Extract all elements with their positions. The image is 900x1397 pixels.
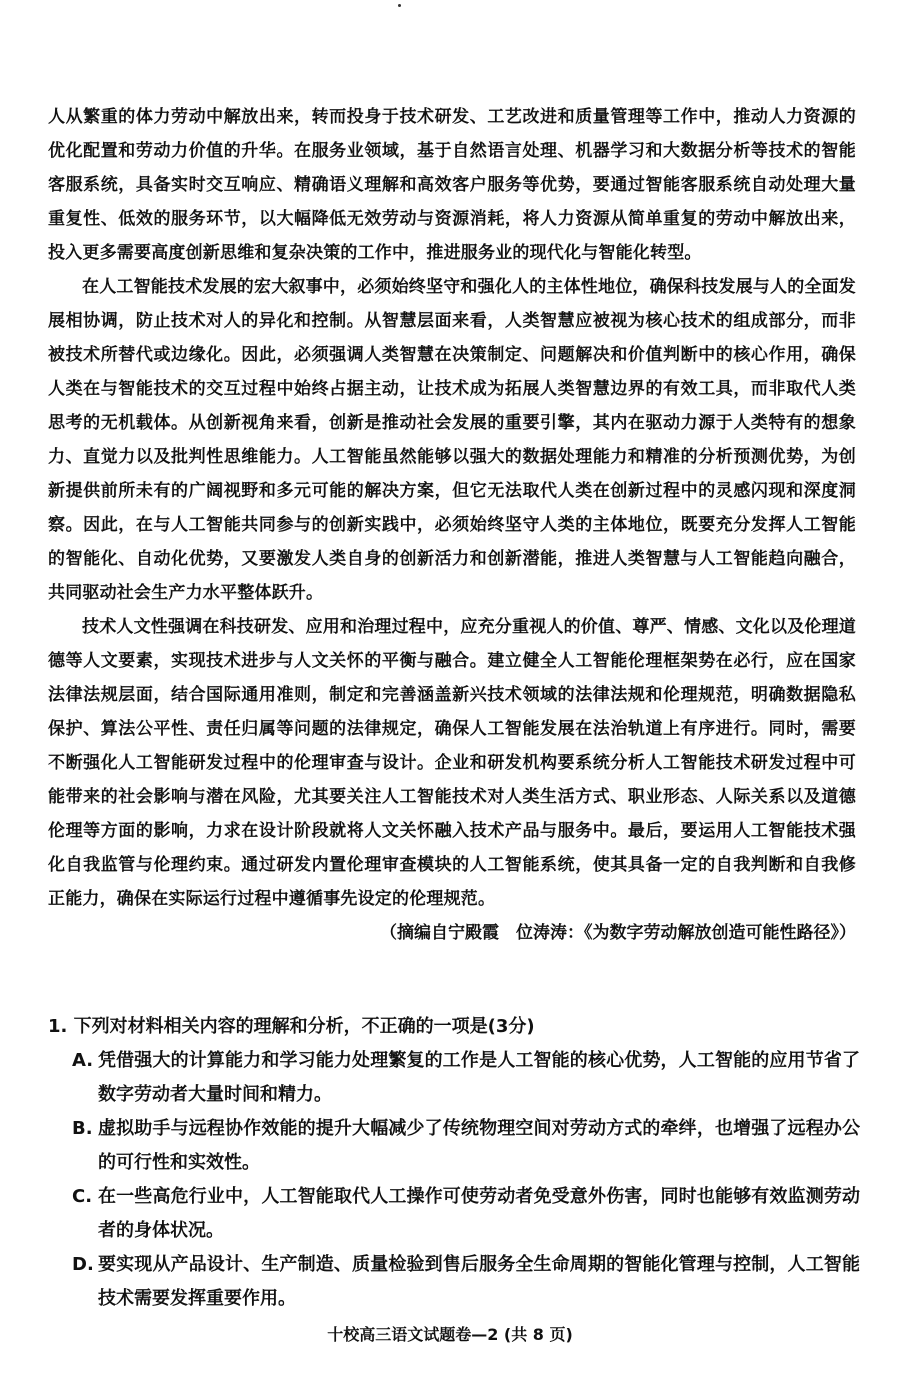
question-1 — [48, 1010, 860, 1316]
option-text: 虚拟助手与远程协作效能的提升大幅减少了传统物理空间对劳动方式的牵绊，也增强了远程办公的可行性和实效性。 — [98, 1118, 860, 1173]
page-footer: 十校高三语文试题卷—2 (共 8 页) — [327, 1325, 573, 1344]
option-b — [72, 1112, 860, 1180]
option-letter: C. — [72, 1186, 93, 1207]
option-text: 在一些高危行业中，人工智能取代人工操作可使劳动者免受意外伤害，同时也能够有效监测劳动者的身体状况。 — [98, 1186, 860, 1241]
option-a — [72, 1044, 860, 1112]
scan-speck — [398, 4, 401, 7]
question-stem: 1. 下列对材料相关内容的理解和分析，不正确的一项是(3分) — [48, 1016, 535, 1037]
passage-paragraph-3: 技术人文性强调在科技研发、应用和治理过程中，应充分重视人的价值、尊严、情感、文化以及伦理道德等人文要素，实现技术进步与人文关怀的平衡与融合。建立健全人工智能伦理框架势在必行，应在国家法律法规层面，结合国际通用准则，制定和完善涵盖新兴技术领域的法律法规和伦理规范，明确数据隐私保护、算法公平性、责任归属等问题的法律规定，确保人工智能发展在法治轨道上有序进行。同时，需要不断强化人工智能研发过程中的伦理审查与设计。企业和研发机构要系统分析人工智能技术研发过程中可能带来的社会影响与潜在风险，尤其要关注人工智能技术对人类生活方式、职业形态、人际关系以及道德伦理等方面的影响，力求在设计阶段就将人文关怀融入技术产品与服务中。最后，要运用人工智能技术强化自我监管与伦理约束。通过研发内置伦理审查模块的人工智能系统，使其具备一定的自我判断和自我修正能力，确保在实际运行过程中遵循事先设定的伦理规范。 — [48, 617, 856, 909]
option-letter: D. — [72, 1254, 94, 1275]
option-letter: A. — [72, 1050, 94, 1071]
option-letter: B. — [72, 1118, 93, 1139]
option-text: 凭借强大的计算能力和学习能力处理繁复的工作是人工智能的核心优势，人工智能的应用节省了数字劳动者大量时间和精力。 — [98, 1050, 860, 1105]
option-text: 要实现从产品设计、生产制造、质量检验到售后服务全生命周期的智能化管理与控制，人工智能技术需要发挥重要作用。 — [98, 1254, 860, 1309]
passage-paragraph-2: 在人工智能技术发展的宏大叙事中，必须始终坚守和强化人的主体性地位，确保科技发展与人的全面发展相协调，防止技术对人的异化和控制。从智慧层面来看，人类智慧应被视为核心技术的组成部分，而非被技术所替代或边缘化。因此，必须强调人类智慧在决策制定、问题解决和价值判断中的核心作用，确保人类在与智能技术的交互过程中始终占据主动，让技术成为拓展人类智慧边界的有效工具，而非取代人类思考的无机载体。从创新视角来看，创新是推动社会发展的重要引擎，其内在驱动力源于人类特有的想象力、直觉力以及批判性思维能力。人工智能虽然能够以强大的数据处理能力和精准的分析预测优势，为创新提供前所未有的广阔视野和多元可能的解决方案，但它无法取代人类在创新过程中的灵感闪现和深度洞察。因此，在与人工智能共同参与的创新实践中，必须始终坚守人类的主体地位，既要充分发挥人工智能的智能化、自动化优势，又要激发人类自身的创新活力和创新潜能，推进人类智慧与人工智能趋向融合，共同驱动社会生产力水平整体跃升。 — [48, 277, 856, 603]
passage-source: （摘编自宁殿霞 位涛涛：《为数字劳动解放创造可能性路径》） — [380, 923, 856, 943]
passage-paragraph-1: 人从繁重的体力劳动中解放出来，转而投身于技术研发、工艺改进和质量管理等工作中，推动人力资源的优化配置和劳动力价值的升华。在服务业领域，基于自然语言处理、机器学习和大数据分析等技术的智能客服系统，具备实时交互响应、精确语义理解和高效客户服务等优势，要通过智能客服系统自动处理大量重复性、低效的服务环节，以大幅降低无效劳动与资源消耗，将人力资源从简单重复的劳动中解放出来，投入更多需要高度创新思维和复杂决策的工作中，推进服务业的现代化与智能化转型。 — [48, 107, 856, 263]
reading-passage — [48, 100, 856, 950]
option-d — [72, 1248, 860, 1316]
option-c — [72, 1180, 860, 1248]
